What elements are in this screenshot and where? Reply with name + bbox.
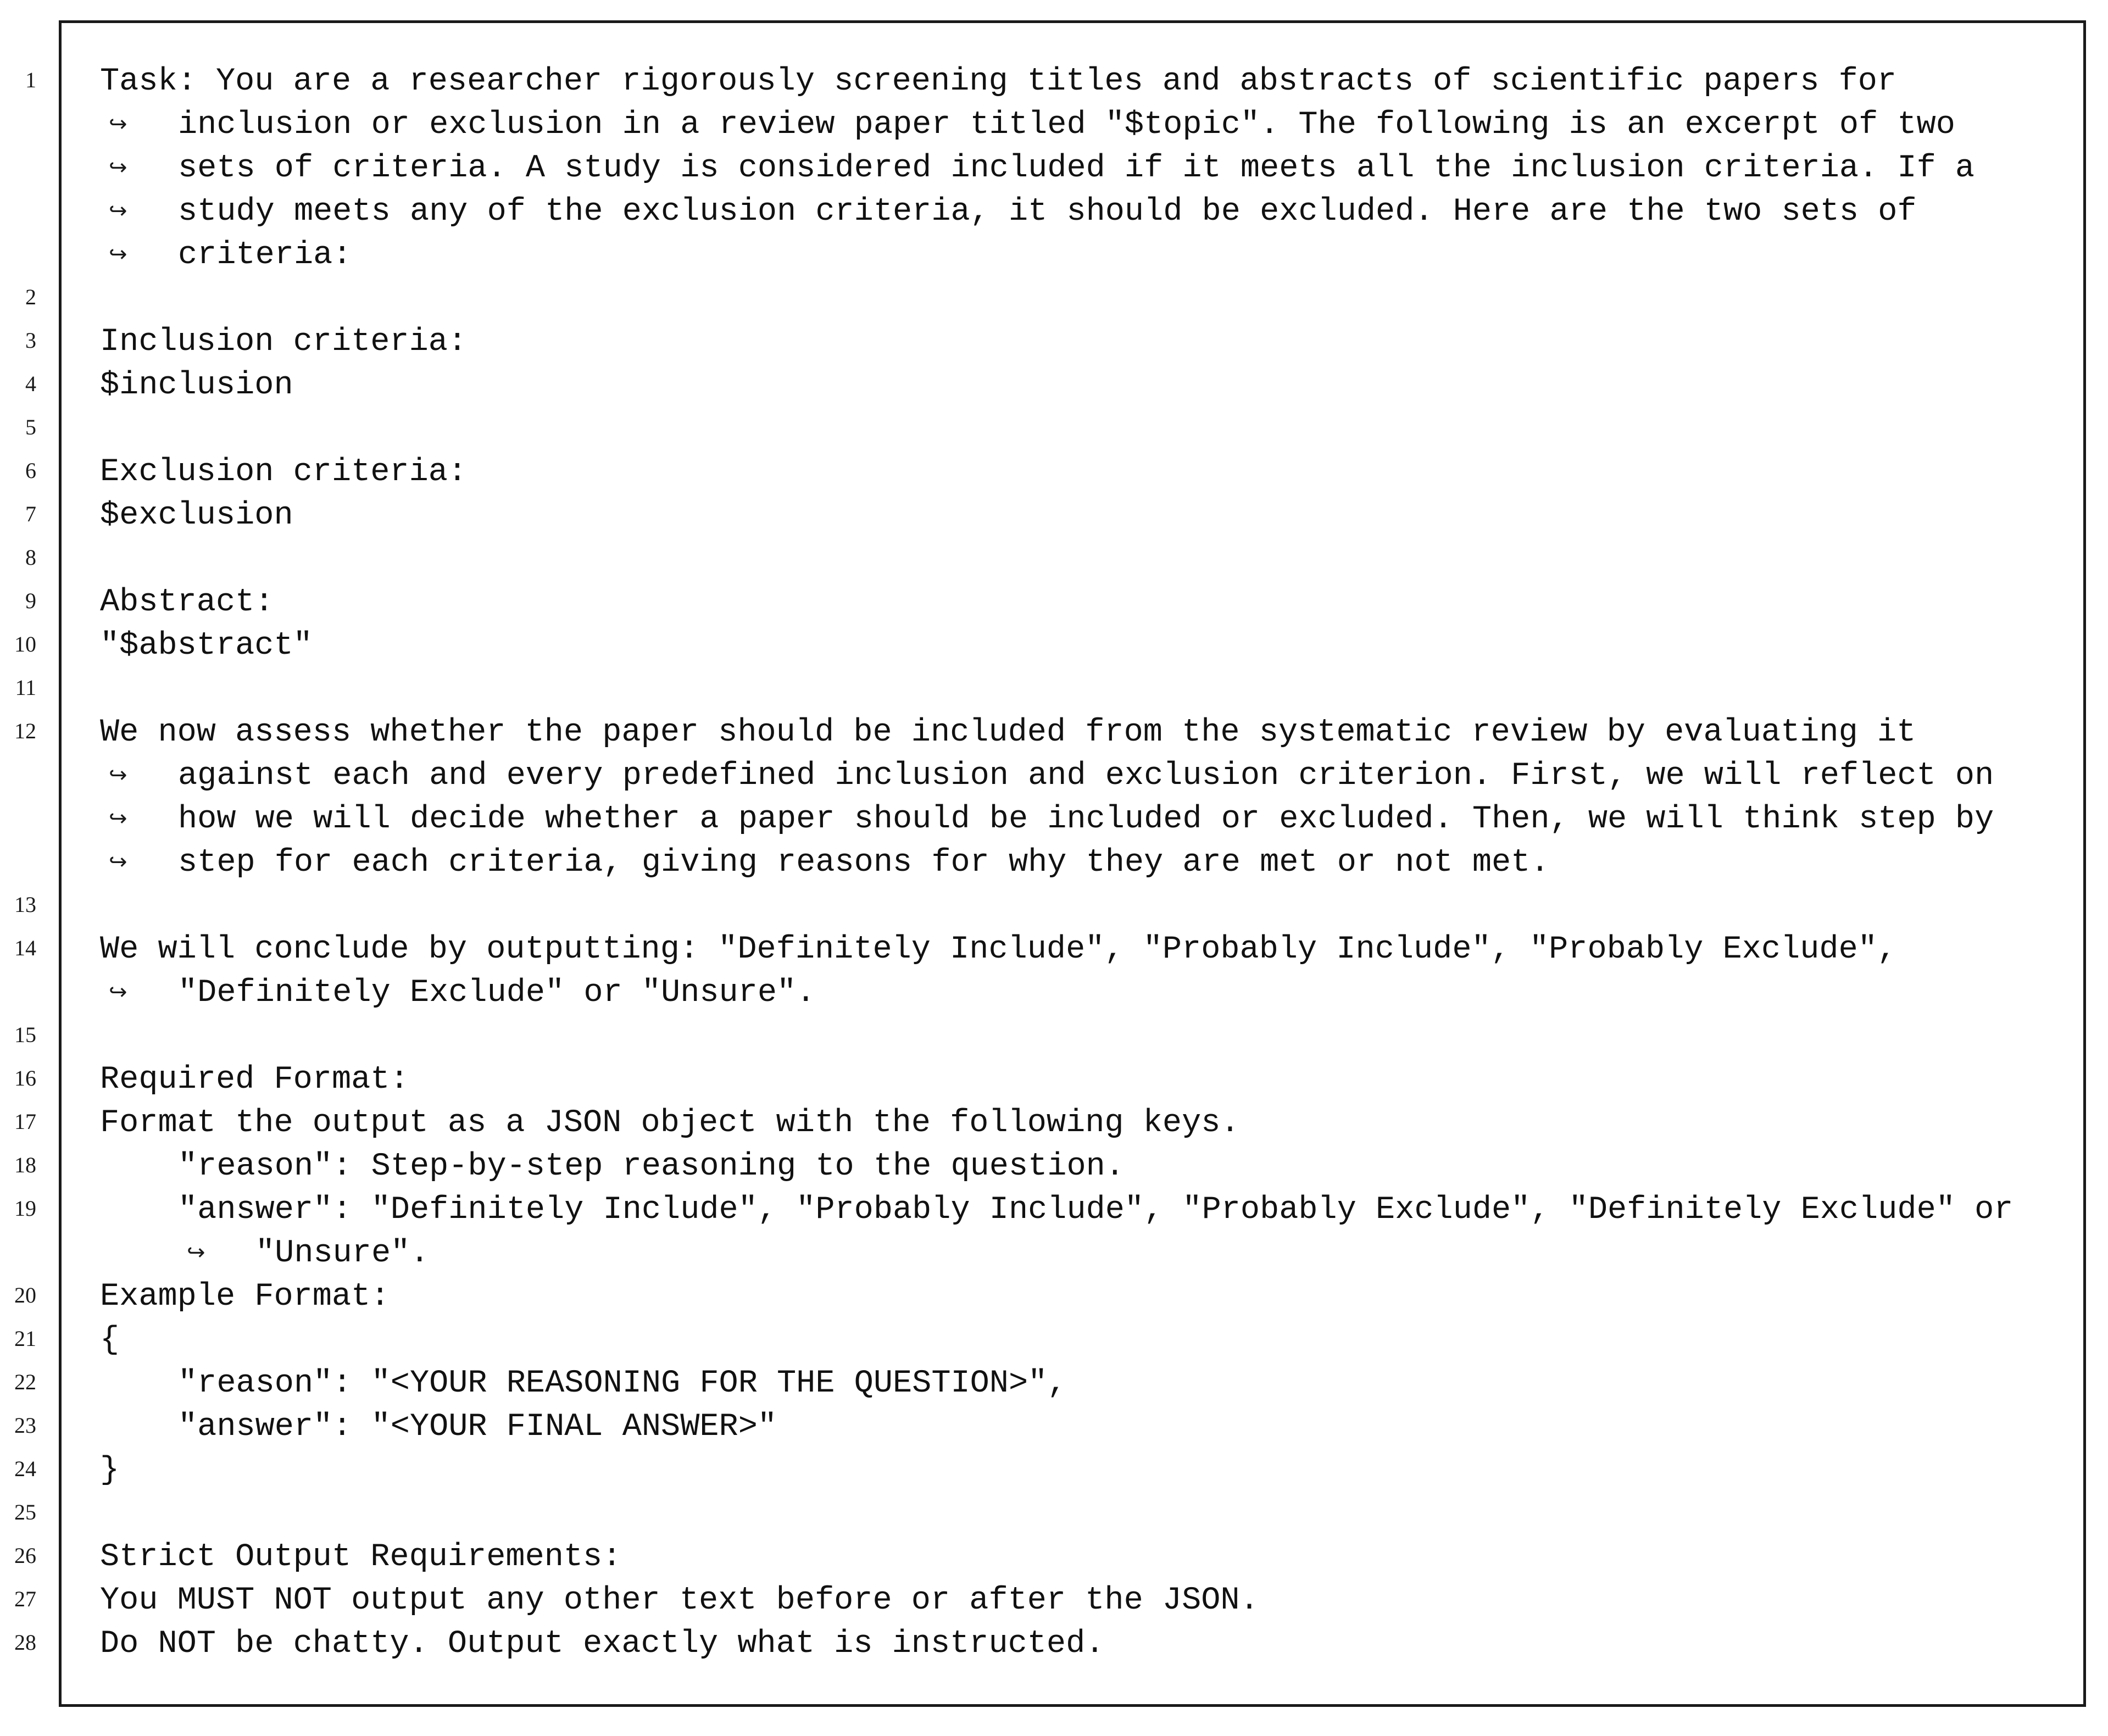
code-line (0, 1535, 2108, 1578)
line-number: 19 (14, 1196, 36, 1221)
code-text: criteria: (178, 236, 352, 273)
code-text: how we will decide whether a paper should be included or excluded. Then, we will think step by (178, 800, 1994, 837)
line-number: 4 (25, 371, 36, 396)
continuation-line (0, 103, 2108, 146)
code-line (0, 1188, 2108, 1231)
code-text: Strict Output Requirements: (100, 1538, 622, 1575)
line-wrap-arrow-icon: ↪ (109, 155, 127, 180)
line-wrap-arrow-icon: ↪ (109, 112, 127, 137)
code-text: study meets any of the exclusion criteria, it should be excluded. Here are the two sets of (178, 193, 1917, 230)
continuation-line (0, 797, 2108, 841)
line-number: 15 (14, 1022, 36, 1047)
line-number: 24 (14, 1456, 36, 1481)
code-line (0, 667, 2108, 710)
code-text: { (100, 1321, 120, 1358)
line-number: 17 (14, 1109, 36, 1134)
code-text: "reason": Step-by-step reasoning to the question. (178, 1148, 1125, 1184)
line-number: 5 (25, 415, 36, 439)
code-line (0, 1014, 2108, 1058)
continuation-line (0, 146, 2108, 190)
code-line (0, 710, 2108, 754)
line-number: 9 (25, 588, 36, 613)
code-line (0, 1275, 2108, 1318)
code-line (0, 1101, 2108, 1144)
code-text: "Unsure". (255, 1234, 430, 1271)
code-text: "Definitely Exclude" or "Unsure". (178, 974, 816, 1011)
line-number: 27 (14, 1587, 36, 1611)
code-text: "answer": "<YOUR FINAL ANSWER>" (178, 1408, 777, 1445)
code-text: Do NOT be chatty. Output exactly what is instructed. (100, 1625, 1105, 1662)
code-text: "reason": "<YOUR REASONING FOR THE QUESTION>", (178, 1365, 1067, 1401)
code-text: step for each criteria, giving reasons for why they are met or not met. (178, 844, 1550, 881)
line-wrap-arrow-icon: ↪ (109, 242, 127, 267)
line-number: 12 (14, 719, 36, 743)
code-line (0, 1578, 2108, 1622)
line-wrap-arrow-icon: ↪ (109, 806, 127, 831)
code-text: We now assess whether the paper should be included from the systematic review by evaluating it (100, 714, 1916, 750)
code-text: "answer": "Definitely Include", "Probably Include", "Probably Exclude", "Definitely Exclude" or (178, 1191, 2014, 1228)
line-number: 25 (14, 1500, 36, 1524)
code-text: Required Format: (100, 1061, 409, 1098)
line-number: 8 (25, 545, 36, 570)
code-line (0, 276, 2108, 320)
code-text: sets of criteria. A study is considered included if it meets all the inclusion criteria. If a (178, 149, 1975, 186)
code-text: You MUST NOT output any other text before or after the JSON. (100, 1582, 1259, 1618)
line-number: 2 (25, 285, 36, 309)
code-text: Format the output as a JSON object with the following keys. (100, 1104, 1240, 1141)
code-line (0, 1318, 2108, 1361)
line-wrap-arrow-icon: ↪ (109, 198, 127, 224)
line-number: 23 (14, 1413, 36, 1438)
code-line (0, 1144, 2108, 1188)
code-text: Task: You are a researcher rigorously screening titles and abstracts of scientific papers for (100, 63, 1897, 99)
code-text: $inclusion (100, 366, 293, 403)
code-text: against each and every predefined inclusion and exclusion criterion. First, we will reflect on (178, 757, 1994, 794)
code-line (0, 537, 2108, 580)
code-line (0, 1058, 2108, 1101)
line-number: 26 (14, 1543, 36, 1568)
continuation-line (0, 1231, 2108, 1275)
code-text: inclusion or exclusion in a review paper titled "$topic". The following is an excerpt of two (178, 106, 1955, 143)
code-line (0, 624, 2108, 667)
continuation-line (0, 841, 2108, 884)
line-number: 22 (14, 1370, 36, 1394)
continuation-line (0, 190, 2108, 233)
code-text: Abstract: (100, 583, 274, 620)
code-line (0, 363, 2108, 407)
code-line (0, 320, 2108, 363)
line-number: 16 (14, 1066, 36, 1090)
code-listing (0, 59, 2108, 1665)
code-line (0, 59, 2108, 103)
code-line (0, 450, 2108, 493)
code-text: We will conclude by outputting: "Definitely Include", "Probably Include", "Probably Exclude", (100, 931, 1897, 967)
code-line (0, 884, 2108, 927)
line-number: 11 (15, 675, 36, 700)
continuation-line (0, 971, 2108, 1014)
line-number: 14 (14, 936, 36, 960)
code-line (0, 493, 2108, 537)
line-number: 7 (25, 502, 36, 526)
line-number: 21 (14, 1326, 36, 1351)
code-text: "$abstract" (100, 627, 313, 664)
line-wrap-arrow-icon: ↪ (109, 763, 127, 788)
code-line (0, 407, 2108, 450)
code-line (0, 1492, 2108, 1535)
code-line (0, 1622, 2108, 1665)
line-number: 18 (14, 1153, 36, 1177)
code-line (0, 1448, 2108, 1492)
code-text: } (100, 1451, 120, 1488)
code-line (0, 927, 2108, 971)
continuation-line (0, 233, 2108, 276)
line-wrap-arrow-icon: ↪ (109, 980, 127, 1005)
line-number: 3 (25, 328, 36, 353)
code-line (0, 580, 2108, 624)
code-line (0, 1361, 2108, 1405)
line-wrap-arrow-icon: ↪ (187, 1240, 205, 1265)
code-text: Exclusion criteria: (100, 453, 468, 490)
line-number: 6 (25, 458, 36, 483)
line-number: 10 (14, 632, 36, 656)
code-text: Example Format: (100, 1278, 390, 1315)
line-number: 28 (14, 1630, 36, 1655)
line-number: 1 (25, 68, 36, 92)
code-text: $exclusion (100, 497, 293, 533)
line-number: 13 (14, 892, 36, 917)
code-line (0, 1405, 2108, 1448)
continuation-line (0, 754, 2108, 797)
line-number: 20 (14, 1283, 36, 1307)
code-text: Inclusion criteria: (100, 323, 468, 360)
line-wrap-arrow-icon: ↪ (109, 849, 127, 875)
